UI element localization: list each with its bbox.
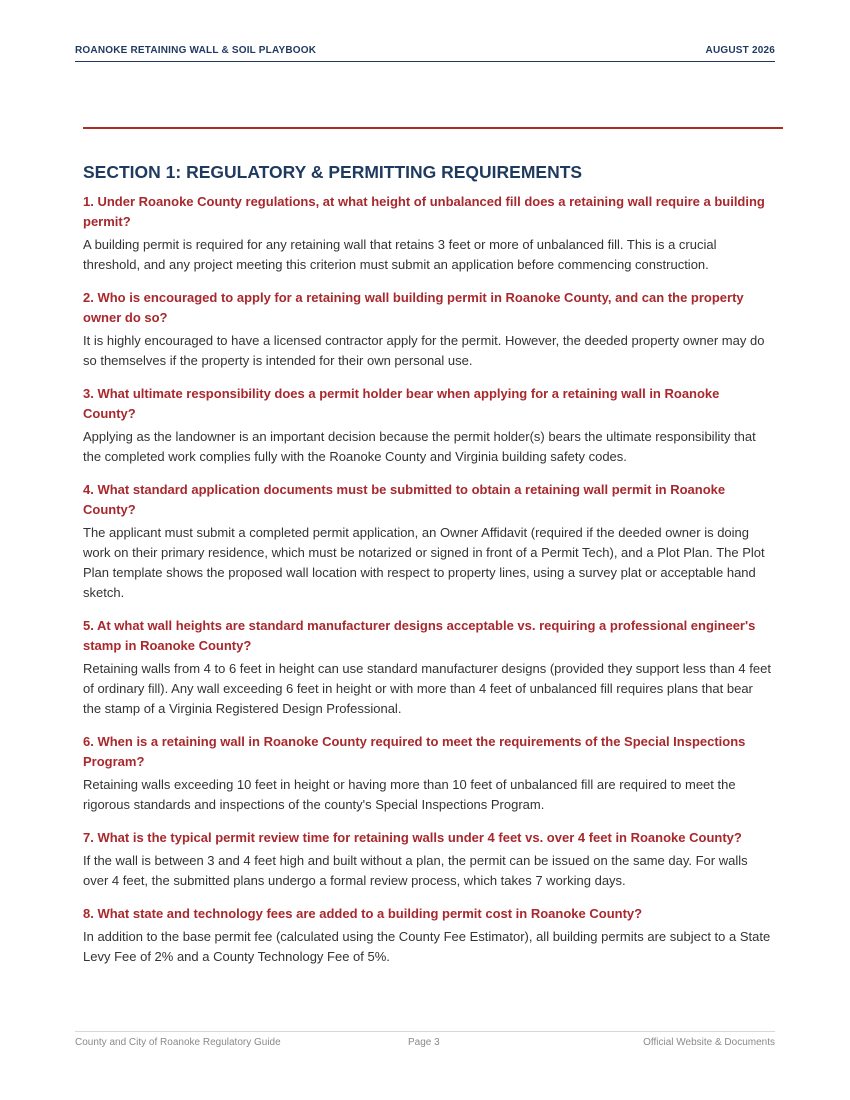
question: 1. Under Roanoke County regulations, at what height of unbalanced fill does a retaining wall require a building permit?: [83, 194, 765, 229]
answer: Retaining walls exceeding 10 feet in height or having more than 10 feet of unbalanced fill are required to meet the rigorous standards and inspections of the county's Special Inspections Program.: [83, 777, 736, 812]
qa-item: [83, 904, 773, 967]
section-title: SECTION 1: REGULATORY & PERMITTING REQUIREMENTS: [83, 162, 583, 182]
qa-item: [83, 288, 773, 371]
answer: A building permit is required for any retaining wall that retains 3 feet or more of unbalanced fill. This is a crucial threshold, and any project meeting this criterion must submit an application before commencing construction.: [83, 237, 717, 272]
document-date: AUGUST 2026: [705, 45, 775, 56]
answer: If the wall is between 3 and 4 feet high and built without a plan, the permit can be issued on the same day. For walls over 4 feet, the submitted plans undergo a formal review process, which takes 7 working days.: [83, 853, 748, 888]
page-number: Page 3: [408, 1037, 440, 1048]
answer: Applying as the landowner is an important decision because the permit holder(s) bears the ultimate responsibility that the completed work complies fully with the Roanoke County and Virginia building safety codes.: [83, 429, 756, 464]
footer-source: Official Website & Documents: [643, 1037, 775, 1048]
question: 2. Who is encouraged to apply for a retaining wall building permit in Roanoke County, and can the property owner do so?: [83, 290, 744, 325]
question: 4. What standard application documents must be submitted to obtain a retaining wall permit in Roanoke County?: [83, 482, 726, 517]
qa-item: [83, 480, 773, 603]
question: 5. At what wall heights are standard manufacturer designs acceptable vs. requiring a professional engineer's stamp in Roanoke County?: [83, 618, 756, 653]
qa-item: [83, 828, 773, 891]
answer: Retaining walls from 4 to 6 feet in height can use standard manufacturer designs (provided they support less than 4 feet of ordinary fill). Any wall exceeding 6 feet in height or with more than 4 feet of unbalanced fill requires plans that bear the stamp of a Virginia Registered Design Professional.: [83, 661, 771, 716]
document-title: ROANOKE RETAINING WALL & SOIL PLAYBOOK: [75, 45, 317, 56]
answer: It is highly encouraged to have a licensed contractor apply for the permit. However, the deeded property owner may do so themselves if the property is intended for their own personal use.: [83, 333, 765, 368]
answer: In addition to the base permit fee (calculated using the County Fee Estimator), all building permits are subject to a State Levy Fee of 2% and a County Technology Fee of 5%.: [83, 929, 771, 964]
footer-guide-name: County and City of Roanoke Regulatory Guide: [75, 1037, 281, 1048]
qa-item: [83, 732, 773, 815]
page-header: [75, 45, 775, 62]
section-divider: [83, 127, 783, 129]
question: 6. When is a retaining wall in Roanoke County required to meet the requirements of the Special Inspections Program?: [83, 734, 746, 769]
qa-item: [83, 616, 773, 719]
page-footer: [75, 1031, 775, 1048]
qa-item: [83, 192, 773, 275]
page-content: [83, 161, 773, 980]
answer: The applicant must submit a completed permit application, an Owner Affidavit (required if the deeded owner is doing work on their primary residence, which must be notarized or signed in front of a Permit Tech), and a Plot Plan. The Plot Plan template shows the proposed wall location with respect to property lines, using a survey plat or acceptable hand sketch.: [83, 525, 765, 600]
question: 8. What state and technology fees are added to a building permit cost in Roanoke County?: [83, 906, 643, 921]
qa-item: [83, 384, 773, 467]
question: 3. What ultimate responsibility does a permit holder bear when applying for a retaining wall in Roanoke County?: [83, 386, 720, 421]
question: 7. What is the typical permit review time for retaining walls under 4 feet vs. over 4 feet in Roanoke County?: [83, 830, 742, 845]
